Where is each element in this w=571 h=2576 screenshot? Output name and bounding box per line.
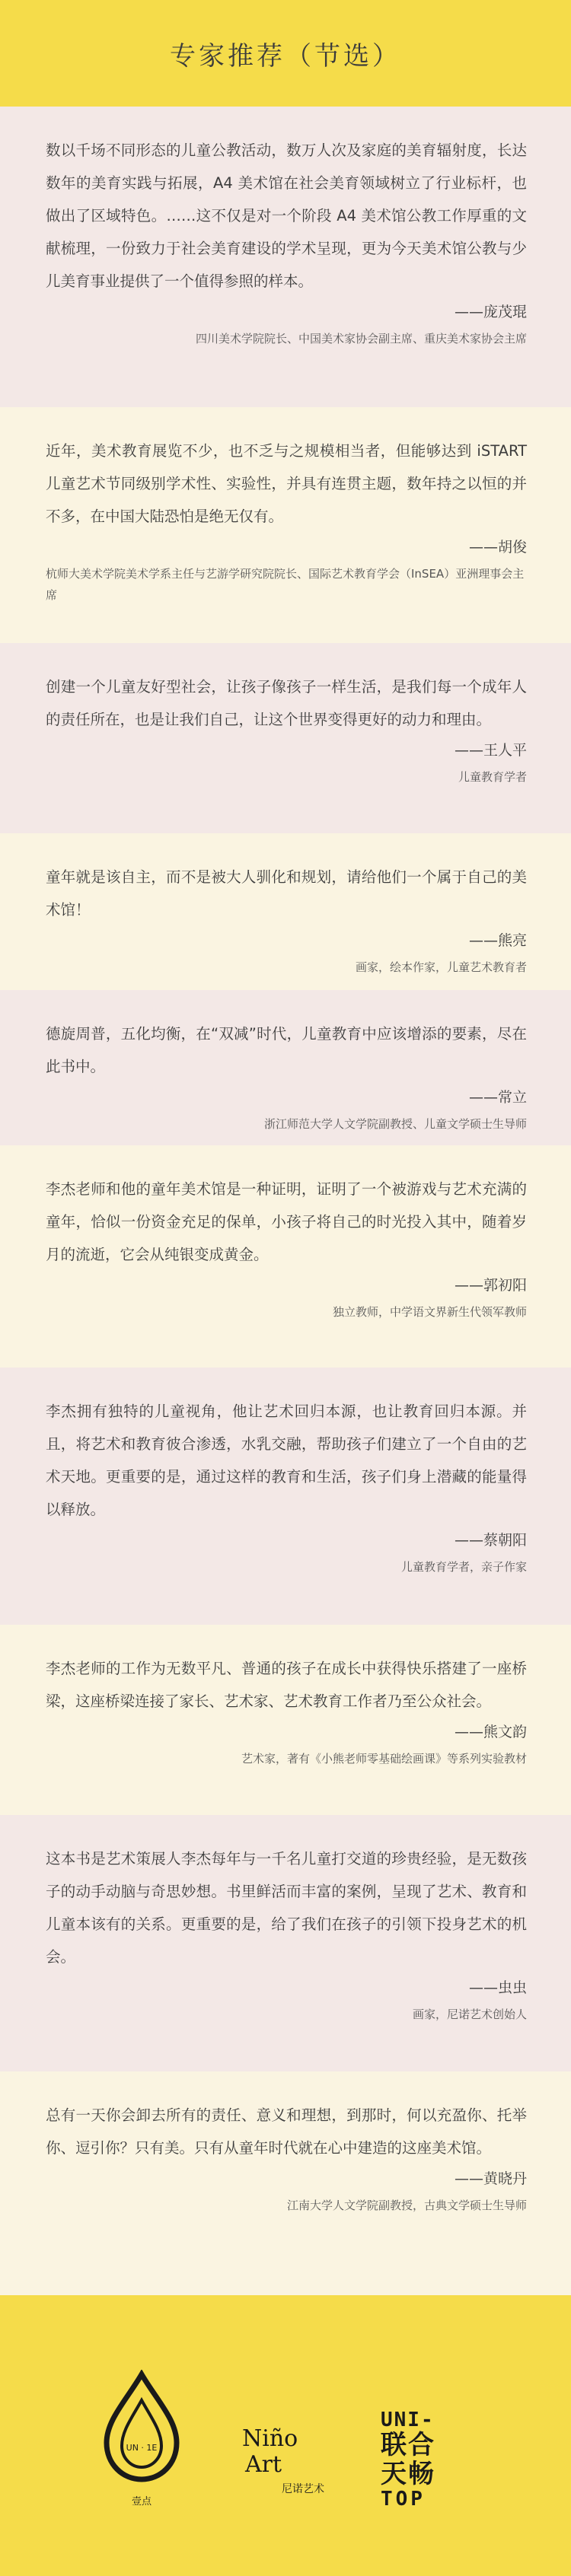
quote-author: ——胡俊 xyxy=(468,539,527,556)
recommendation-card xyxy=(0,990,571,1145)
logo2-line1: Niño xyxy=(242,2425,298,2452)
logo1-small-text: UN · 1E xyxy=(126,2443,158,2453)
page-title: 专家推荐（节选） xyxy=(170,40,401,72)
author-title: 浙江师范大学人文学院副教授、儿童文学硕士生导师 xyxy=(263,1117,527,1131)
recommendation-card xyxy=(0,2071,571,2295)
quote-text: 数以千场不同形态的儿童公教活动，数万人次及家庭的美育辐射度，长达数年的美育实践与拓展，A4 美术馆在社会美育领域树立了行业标杆，也做出了区域特色。……这不仅是对一个阶段 A4 美术馆公教工作厚重的文献梳理，一份致力于社会美育建设的学术呈现，更为今天美术馆公教与少儿美育事业提供了一个值得参照的样本。 xyxy=(46,142,527,290)
quote-author: ——庞茂琨 xyxy=(454,304,527,320)
nino-art-logo xyxy=(242,2426,333,2510)
quote-author: ——虫虫 xyxy=(468,1979,527,1996)
logo1-caption: 壹点 xyxy=(131,2496,152,2508)
recommendation-card xyxy=(0,1368,571,1625)
recommendation-card xyxy=(0,407,571,643)
quote-author: ——蔡朝阳 xyxy=(454,1532,527,1549)
droplet-icon xyxy=(96,2370,187,2484)
recommendation-card xyxy=(0,1815,571,2071)
quote-text: 李杰老师的工作为无数平凡、普通的孩子在成长中获得快乐搭建了一座桥梁，这座桥梁连接了家长、艺术家、艺术教育工作者乃至公众社会。 xyxy=(46,1660,527,1710)
logo2-line2: Art xyxy=(245,2451,282,2478)
quote-author: ——黄晓丹 xyxy=(454,2170,527,2187)
footer-logos xyxy=(0,2312,571,2576)
page-header xyxy=(0,0,571,107)
yidian-logo xyxy=(96,2370,187,2507)
quote-text: 德旋周普，五化均衡，在“双减”时代，儿童教育中应该增添的要素，尽在此书中。 xyxy=(46,1025,527,1075)
author-title: 四川美术学院院长、中国美术家协会副主席、重庆美术家协会主席 xyxy=(195,332,527,345)
recommendation-card xyxy=(0,833,571,990)
author-title: 画家，尼诺艺术创始人 xyxy=(412,2008,527,2021)
quote-author: ——郭初阳 xyxy=(454,1277,527,1294)
quote-text: 这本书是艺术策展人李杰每年与一千名儿童打交道的珍贵经验，是无数孩子的动手动脑与奇思妙想。书里鲜活而丰富的案例，呈现了艺术、教育和儿童本该有的关系。更重要的是，给了我们在孩子的引领下投身艺术的机会。 xyxy=(46,1850,527,1966)
author-title: 独立教师，中学语文界新生代领军教师 xyxy=(332,1305,527,1319)
uni-top-logo xyxy=(381,2409,480,2523)
author-title: 江南大学人文学院副教授，古典文学硕士生导师 xyxy=(286,2199,527,2212)
author-title: 杭师大美术学院美术学系主任与艺游学研究院院长、国际艺术教育学会（InSEA）亚洲理事会主席 xyxy=(46,567,525,602)
recommendation-card xyxy=(0,643,571,833)
recommendation-card xyxy=(0,107,571,407)
logo3-bottom: TOP xyxy=(381,2488,426,2511)
recommendation-card xyxy=(0,1145,571,1368)
quote-author: ——熊亮 xyxy=(468,932,527,949)
quote-author: ——常立 xyxy=(468,1089,527,1106)
quote-text: 总有一天你会卸去所有的责任、意义和理想，到那时，何以充盈你、托举你、逗引你？只有美。只有从童年时代就在心中建造的这座美术馆。 xyxy=(46,2106,527,2157)
quote-author: ——王人平 xyxy=(454,742,527,759)
quote-text: 童年就是该自主，而不是被大人驯化和规划，请给他们一个属于自己的美术馆！ xyxy=(46,868,527,919)
author-title: 儿童教育学者 xyxy=(458,770,527,784)
recommendation-card xyxy=(0,1625,571,1815)
quote-text: 创建一个儿童友好型社会，让孩子像孩子一样生活，是我们每一个成年人的责任所在，也是让我们自己，让这个世界变得更好的动力和理由。 xyxy=(46,678,527,728)
author-title: 画家，绘本作家，儿童艺术教育者 xyxy=(355,960,527,974)
logo3-line1: 联合 xyxy=(381,2430,435,2460)
logo3-top: UNI- xyxy=(381,2409,435,2431)
quote-author: ——熊文韵 xyxy=(454,1724,527,1740)
logo2-sub: 尼诺艺术 xyxy=(282,2483,324,2495)
author-title: 艺术家，著有《小熊老师零基础绘画课》等系列实验教材 xyxy=(241,1752,527,1766)
logo3-line2: 天畅 xyxy=(381,2459,435,2489)
quote-text: 李杰拥有独特的儿童视角，他让艺术回归本源，也让教育回归本源。并且，将艺术和教育彼合渗透，水乳交融，帮助孩子们建立了一个自由的艺术天地。更重要的是，通过这样的教育和生活，孩子们身上潜藏的能量得以释放。 xyxy=(46,1403,527,1518)
quote-text: 李杰老师和他的童年美术馆是一种证明，证明了一个被游戏与艺术充满的童年，恰似一份资金充足的保单，小孩子将自己的时光投入其中，随着岁月的流逝，它会从纯银变成黄金。 xyxy=(46,1180,527,1263)
author-title: 儿童教育学者，亲子作家 xyxy=(400,1560,527,1574)
quote-text: 近年，美术教育展览不少，也不乏与之规模相当者，但能够达到 iSTART 儿童艺术节同级别学术性、实验性，并具有连贯主题，数年持之以恒的并不多，在中国大陆恐怕是绝无仅有。 xyxy=(46,442,527,525)
